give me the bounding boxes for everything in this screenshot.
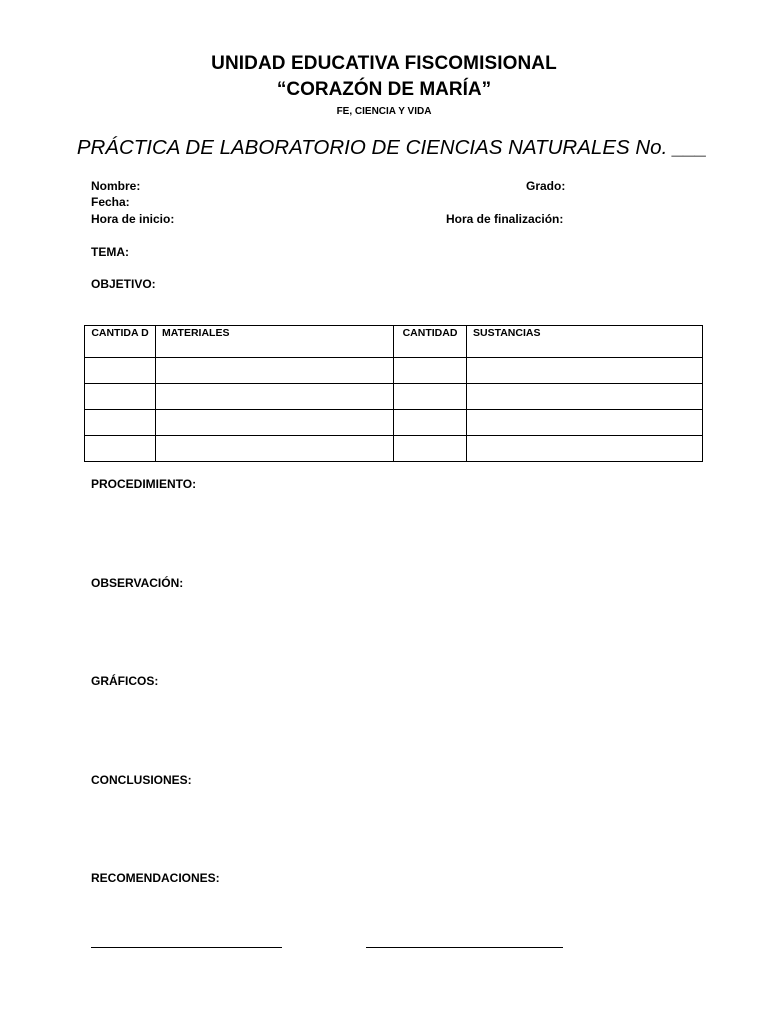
table-cell[interactable] xyxy=(156,436,394,462)
table-cell[interactable] xyxy=(85,384,156,410)
fecha-label: Fecha: xyxy=(91,195,130,209)
tema-label: TEMA: xyxy=(91,245,129,259)
school-motto: FE, CIENCIA Y VIDA xyxy=(336,106,432,117)
table-row xyxy=(85,410,703,436)
section-label: RECOMENDACIONES: xyxy=(91,871,220,885)
school-name: UNIDAD EDUCATIVA FISCOMISIONAL xyxy=(211,53,557,74)
practice-title: PRÁCTICA DE LABORATORIO DE CIENCIAS NATURALES No. ___ xyxy=(76,136,708,159)
materials-table xyxy=(84,325,703,462)
header-materiales: MATERIALES xyxy=(156,326,394,358)
signature-line-left xyxy=(91,947,282,948)
table-cell[interactable] xyxy=(394,358,467,384)
grado-label: Grado: xyxy=(526,179,566,193)
table-cell[interactable] xyxy=(467,436,703,462)
section-label: CONCLUSIONES: xyxy=(91,773,192,787)
hora-finalizacion-label: Hora de finalización: xyxy=(446,212,564,226)
table-cell[interactable] xyxy=(156,384,394,410)
table-cell[interactable] xyxy=(156,358,394,384)
table-cell[interactable] xyxy=(467,358,703,384)
header-cantidad-sustancias: CANTIDAD xyxy=(394,326,467,358)
table-cell[interactable] xyxy=(467,384,703,410)
signature-line-right xyxy=(366,947,563,948)
table-cell[interactable] xyxy=(85,410,156,436)
table-header-row xyxy=(85,326,703,358)
section-label: GRÁFICOS: xyxy=(91,674,159,688)
hora-inicio-label: Hora de inicio: xyxy=(91,212,175,226)
nombre-label: Nombre: xyxy=(91,179,141,193)
table-cell[interactable] xyxy=(467,410,703,436)
table-row xyxy=(85,358,703,384)
table-cell[interactable] xyxy=(85,358,156,384)
section-label: PROCEDIMIENTO: xyxy=(91,477,197,491)
header-cantidad-materiales: CANTIDA D xyxy=(85,326,156,358)
table-cell[interactable] xyxy=(156,410,394,436)
table-cell[interactable] xyxy=(85,436,156,462)
table-cell[interactable] xyxy=(394,436,467,462)
table-cell[interactable] xyxy=(394,410,467,436)
section-label: OBSERVACIÓN: xyxy=(91,576,184,590)
school-subname: “CORAZÓN DE MARÍA” xyxy=(276,79,492,100)
table-row xyxy=(85,436,703,462)
header-sustancias: SUSTANCIAS xyxy=(467,326,703,358)
table-row xyxy=(85,384,703,410)
table-cell[interactable] xyxy=(394,384,467,410)
objetivo-label: OBJETIVO: xyxy=(91,277,156,291)
